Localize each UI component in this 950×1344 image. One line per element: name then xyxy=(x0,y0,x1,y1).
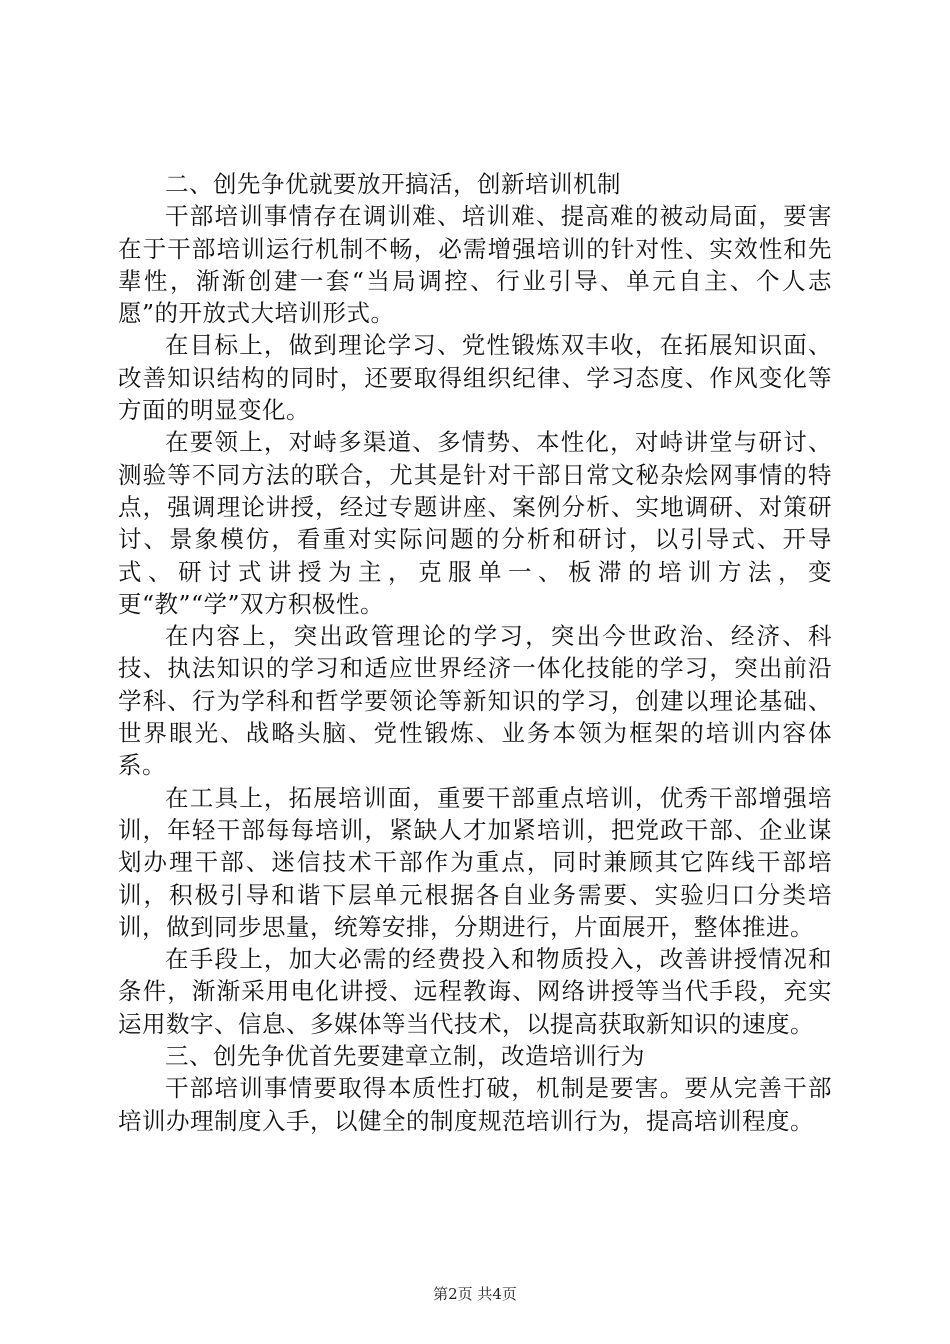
document-body xyxy=(118,168,832,1137)
paragraph: 在内容上，突出政管理论的学习，突出今世政治、经济、科技、执法知识的学习和适应世界经济一体化技能的学习，突出前沿学科、行为学科和哲学要领论等新知识的学习，创建以理论基础、世界眼光、战略头脑、党性锻炼、业务本领为框架的培训内容体系。 xyxy=(118,622,832,780)
paragraph: 干部培训事情存在调训难、培训难、提高难的被动局面，要害在于干部培训运行机制不畅，必需增强培训的针对性、实效性和先辈性，渐渐创建一套“当局调控、行业引导、单元自主、个人志愿”的开放式大培训形式。 xyxy=(118,202,832,328)
section-heading-3: 三、创先争优首先要建章立制，改造培训行为 xyxy=(165,1042,645,1071)
paragraph: 干部培训事情要取得本质性打破，机制是要害。要从完善干部培训办理制度入手，以健全的制度规范培训行为，提高培训程度。 xyxy=(118,1074,832,1135)
paragraph: 在要领上，对峙多渠道、多情势、本性化，对峙讲堂与研讨、测验等不同方法的联合，尤其是针对干部日常文秘杂烩网事情的特点，强调理论讲授，经过专题讲座、案例分析、实地调研、对策研讨、景象模仿，看重对实际问题的分析和研讨，以引导式、开导式、研讨式讲授为主，克服单一、板滞的培训方法，变更“教”“学”双方积极性。 xyxy=(118,428,832,618)
paragraph: 在工具上，拓展培训面，重要干部重点培训，优秀干部增强培训，年轻干部每每培训，紧缺人才加紧培训，把党政干部、企业谋划办理干部、迷信技术干部作为重点，同时兼顾其它阵线干部培训，积极引导和谐下层单元根据各自业务需要、实验归口分类培训，做到同步思量，统筹安排，分期进行，片面展开，整体推进。 xyxy=(118,783,832,941)
page-number-footer: 第2页 共4页 xyxy=(433,1285,517,1303)
paragraph: 在目标上，做到理论学习、党性锻炼双丰收，在拓展知识面、改善知识结构的同时，还要取得组织纪律、学习态度、作风变化等方面的明显变化。 xyxy=(118,331,832,425)
section-heading-2: 二、创先争优就要放开搞活，创新培训机制 xyxy=(165,170,621,198)
paragraph: 在手段上，加大必需的经费投入和物质投入，改善讲授情况和条件，渐渐采用电化讲授、远程教诲、网络讲授等当代手段，充实运用数字、信息、多媒体等当代技术，以提高获取新知识的速度。 xyxy=(118,945,832,1038)
